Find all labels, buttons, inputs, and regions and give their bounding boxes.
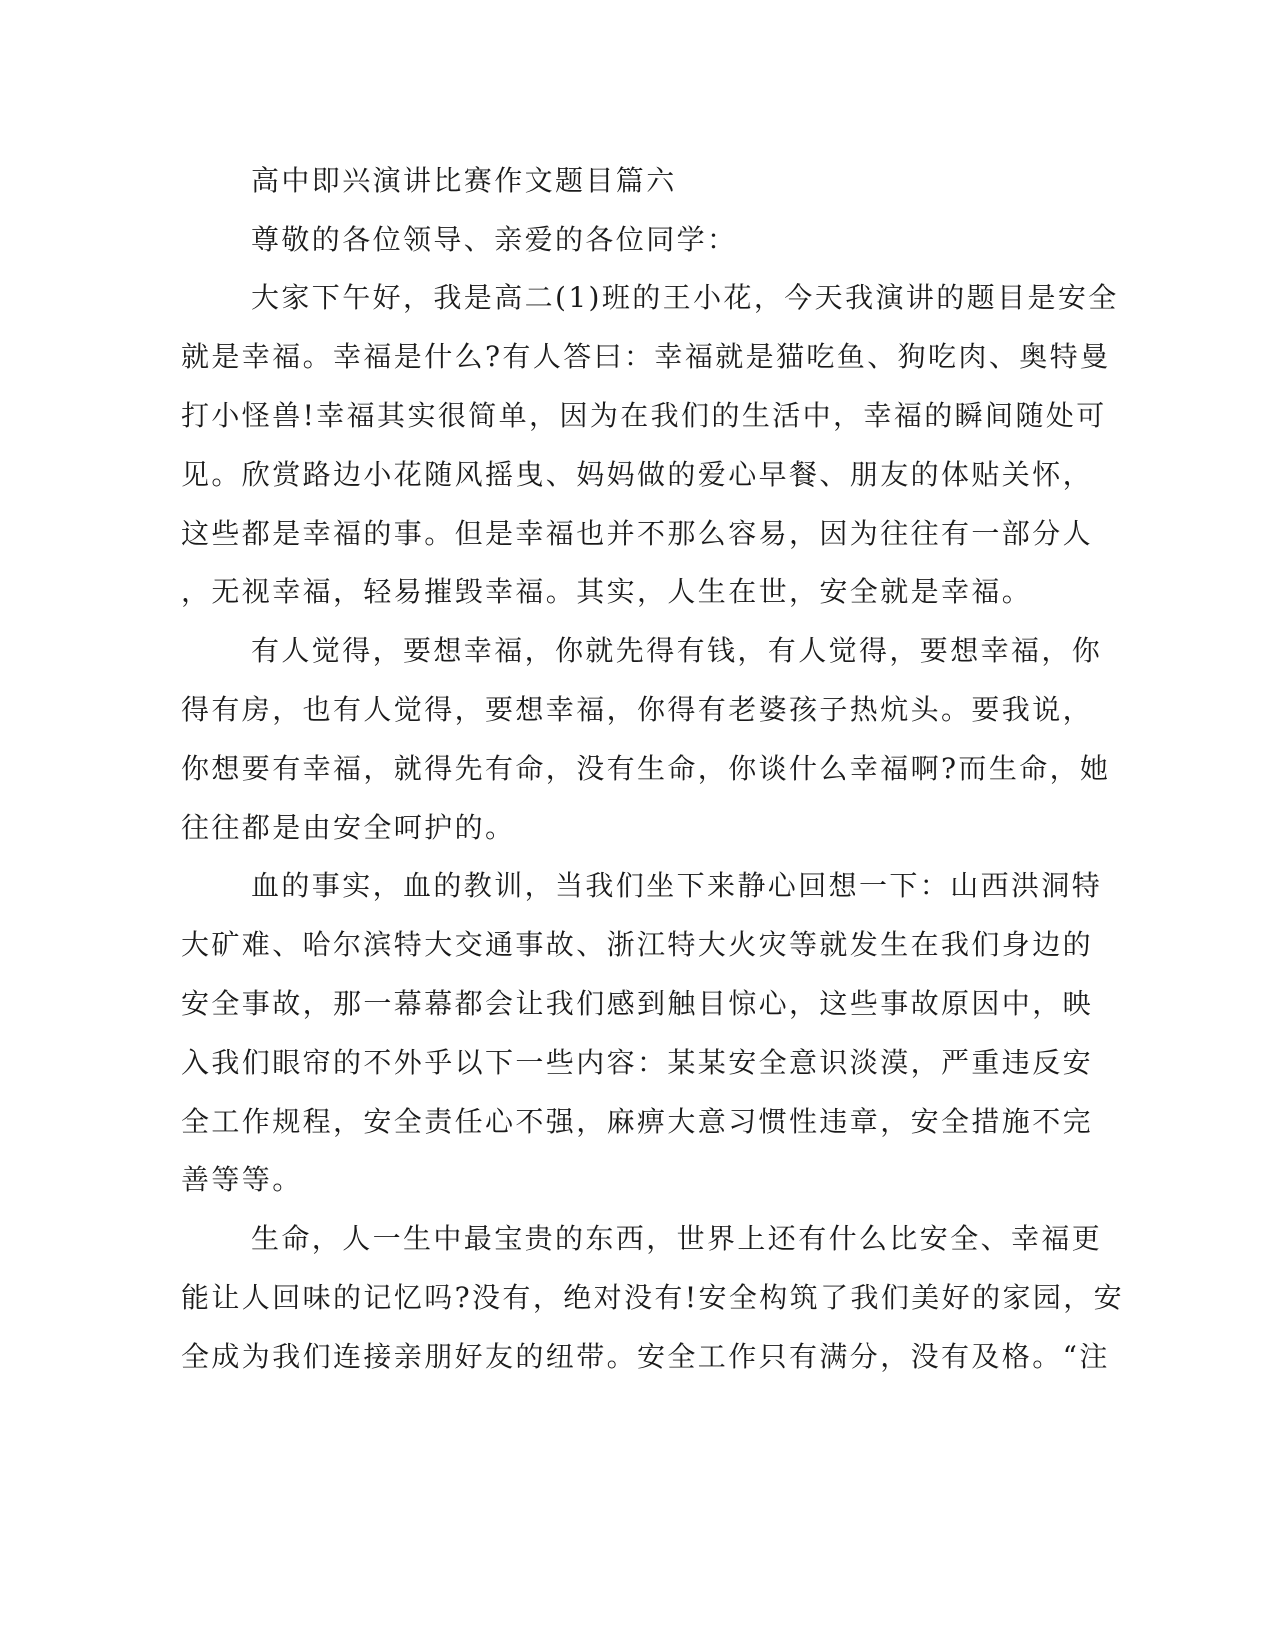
paragraph-4-line-2: 能让人回味的记忆吗?没有，绝对没有!安全构筑了我们美好的家园，安 (181, 1281, 1125, 1314)
paragraph-3-line-4: 入我们眼帘的不外乎以下一些内容：某某安全意识淡漠，严重违反安 (181, 1046, 1094, 1079)
paragraph-3-line-5: 全工作规程，安全责任心不强，麻痹大意习惯性违章，安全措施不完 (181, 1105, 1094, 1138)
salutation: 尊敬的各位领导、亲爱的各位同学： (251, 223, 738, 256)
paragraph-1-line-2: 就是幸福。幸福是什么?有人答曰：幸福就是猫吃鱼、狗吃肉、奥特曼 (181, 340, 1111, 373)
paragraph-2-line-3: 你想要有幸福，就得先有命，没有生命，你谈什么幸福啊?而生命，她 (181, 752, 1111, 785)
paragraph-2-line-1: 有人觉得，要想幸福，你就先得有钱，有人觉得，要想幸福，你 (251, 634, 1103, 667)
paragraph-2-line-2: 得有房，也有人觉得，要想幸福，你得有老婆孩子热炕头。要我说， (181, 693, 1094, 726)
paragraph-1-line-6: ，无视幸福，轻易摧毁幸福。其实，人生在世，安全就是幸福。 (181, 575, 1033, 608)
paragraph-2-line-4: 往往都是由安全呵护的。 (181, 811, 516, 844)
paragraph-3-line-3: 安全事故，那一幕幕都会让我们感到触目惊心，这些事故原因中，映 (181, 987, 1094, 1020)
paragraph-4-line-1: 生命，人一生中最宝贵的东西，世界上还有什么比安全、幸福更 (251, 1222, 1103, 1255)
paragraph-4-line-3: 全成为我们连接亲朋好友的纽带。安全工作只有满分，没有及格。“注 (181, 1340, 1110, 1373)
document-title: 高中即兴演讲比赛作文题目篇六 (251, 164, 677, 197)
paragraph-1-line-3: 打小怪兽!幸福其实很简单，因为在我们的生活中，幸福的瞬间随处可 (181, 399, 1107, 432)
paragraph-3-line-1: 血的事实，血的教训，当我们坐下来静心回想一下：山西洪洞特 (251, 869, 1103, 902)
paragraph-1-line-4: 见。欣赏路边小花随风摇曳、妈妈做的爱心早餐、朋友的体贴关怀， (181, 458, 1094, 491)
paragraph-3-line-6: 善等等。 (181, 1163, 303, 1196)
paragraph-3-line-2: 大矿难、哈尔滨特大交通事故、浙江特大火灾等就发生在我们身边的 (181, 928, 1094, 961)
paragraph-1-line-5: 这些都是幸福的事。但是幸福也并不那么容易，因为往往有一部分人 (181, 517, 1094, 550)
paragraph-1-line-1: 大家下午好，我是高二(1)班的王小花，今天我演讲的题目是安全 (251, 281, 1119, 314)
